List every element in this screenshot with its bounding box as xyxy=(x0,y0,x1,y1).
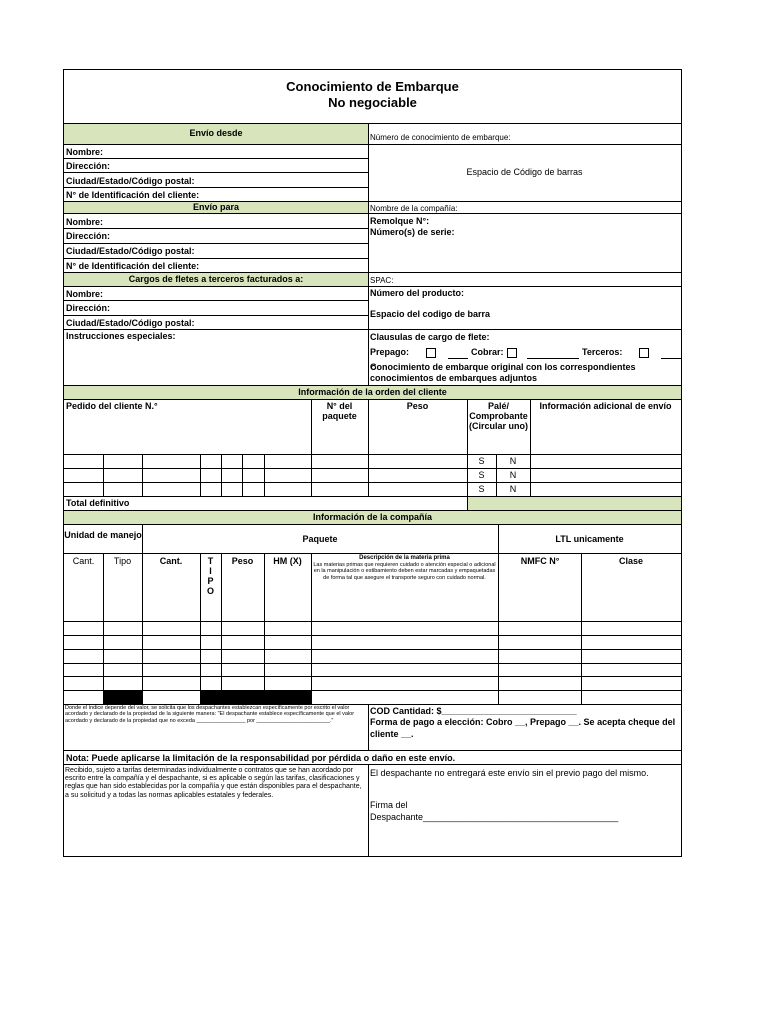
pallet-yes-3[interactable]: S xyxy=(478,484,485,494)
grand-total-green-bg xyxy=(467,496,681,510)
shipper-signature-line[interactable]: Despachante_______________________________________ xyxy=(370,812,619,822)
ship-to-city-label: Ciudad/Estado/Código postal: xyxy=(66,246,195,256)
tipo-letter-o: O xyxy=(206,586,214,596)
master-bol-text: Conocimiento de embarque original con los correspondientes conocimientos de embarques adjuntos xyxy=(370,362,636,383)
carrier-weight-header: Peso xyxy=(231,556,254,566)
hazmat-header: HM (X) xyxy=(273,556,302,566)
ship-to-name-label: Nombre: xyxy=(66,217,104,227)
grand-total-label: Total definitivo xyxy=(66,498,130,508)
pallet-slip-header: Palé/ Comprobante (Circular uno) xyxy=(468,401,528,431)
nmfc-header: NMFC N° xyxy=(520,556,560,566)
received-text: Recibido, sujeto a tarifas determinadas individualmente o contratos que se han acordado por escrito entre la compañía y el despachante, si es aplicable o según las tarifas, clasificaciones y reglas que han sido establecidas por la compañía y que están disponibles para el despachante, a su solicitud y a todas las normas aplicables estatales y federales. xyxy=(65,767,362,799)
shipper-signature-label: Firma del xyxy=(370,800,408,810)
shipper-payment-note: El despachante no entregará este envío sin el previo pago del mismo. xyxy=(370,768,649,778)
commodity-description-text: Las materias primas que requieren cuidado o atención especial o adicional en la manipulación o estibamiento deben estar marcadas y empaquetadas de forma tal que asegure el transporte seguro con cuidado normal. xyxy=(313,562,496,581)
third-party-city-label: Ciudad/Estado/Código postal: xyxy=(66,318,195,328)
customer-order-number-header: Pedido del cliente N.° xyxy=(66,401,158,411)
pallet-no-2[interactable]: N xyxy=(509,470,517,480)
bol-number-label: Número de conocimiento de embarque: xyxy=(370,133,511,142)
ship-from-name-label: Nombre: xyxy=(66,147,104,157)
ship-from-address-label: Dirección: xyxy=(66,161,111,171)
prepaid-checkbox[interactable] xyxy=(426,348,436,358)
additional-info-header: Información adicional de envío xyxy=(539,401,672,411)
handling-type-header: Tipo xyxy=(113,556,132,566)
serial-number-label: Número(s) de serie: xyxy=(370,227,455,237)
fee-terms-text: Forma de pago a elección: Cobro __, Prepago __. Se acepta cheque del cliente __. xyxy=(370,717,676,739)
pallet-no-1[interactable]: N xyxy=(509,456,517,466)
prepaid-label: Prepago: xyxy=(370,347,410,357)
ship-from-header: Envío desde xyxy=(189,128,243,138)
cod-amount-label: COD Cantidad: $___________________________ xyxy=(370,706,577,716)
pallet-yes-1[interactable]: S xyxy=(478,456,485,466)
customer-order-header: Información de la orden del cliente xyxy=(298,387,447,397)
tipo-letter-t: T xyxy=(207,556,214,566)
freight-terms-label: Clausulas de cargo de flete: xyxy=(370,332,490,342)
ltl-only-header: LTL unicamente xyxy=(555,534,624,544)
third-party-header: Cargos de fletes a terceros facturados a: xyxy=(128,274,304,284)
declared-value-text: Donde el índice depende del valor, se solicita que los despachantes establezcan específicamente por escrito el valor acordado y declarado de la propiedad de la siguiente manera: "El despachante establece específicamente que el valor acordado y declarado de la propiedad que no exceda ________________ por ________________________." xyxy=(65,705,355,724)
handling-qty-header: Cant. xyxy=(72,556,95,566)
bill-of-lading-form xyxy=(63,69,682,857)
black-cell-type xyxy=(103,690,142,704)
collect-checkbox[interactable] xyxy=(507,348,517,358)
pallet-yes-2[interactable]: S xyxy=(478,470,485,480)
form-subtitle: No negociable xyxy=(328,95,417,110)
black-cell-pkg xyxy=(200,690,311,704)
trailer-number-label: Remolque N°: xyxy=(370,216,430,226)
pallet-no-3[interactable]: N xyxy=(509,484,517,494)
package-header: Paquete xyxy=(302,534,338,544)
tipo-letter-p: P xyxy=(207,576,214,586)
tipo-letter-i: I xyxy=(209,566,212,576)
ship-to-address-label: Dirección: xyxy=(66,231,111,241)
master-bol-checkbox[interactable] xyxy=(371,365,376,370)
barcode-space-2: Espacio del codigo de barra xyxy=(370,309,491,319)
class-header: Clase xyxy=(618,556,644,566)
third-party-name-label: Nombre: xyxy=(66,289,104,299)
package-qty-header: Cant. xyxy=(159,556,183,566)
barcode-space: Espacio de Código de barras xyxy=(466,167,583,177)
liability-note: Nota: Puede aplicarse la limitación de la responsabilidad por pérdida o daño en este envío. xyxy=(66,753,456,763)
third-party-address-label: Dirección: xyxy=(66,303,111,313)
commodity-description-title: Descripción de la materia prima xyxy=(359,555,450,561)
special-instructions-label: Instrucciones especiales: xyxy=(66,331,176,341)
third-party-checkbox[interactable] xyxy=(639,348,649,358)
package-count-header: N° del paquete xyxy=(322,401,357,421)
ship-from-client-id-label: N° de Identificación del cliente: xyxy=(66,190,200,200)
third-party-terms-label: Terceros: xyxy=(582,347,623,357)
ship-to-client-id-label: N° de Identificación del cliente: xyxy=(66,261,200,271)
product-number-label: Número del producto: xyxy=(370,288,464,298)
carrier-info-header: Información de la compañía xyxy=(312,512,433,522)
handling-unit-header: Unidad de manejo xyxy=(64,530,142,540)
form-title: Conocimiento de Embarque xyxy=(286,79,459,94)
collect-label: Cobrar: xyxy=(471,347,504,357)
spac-label: SPAC: xyxy=(370,276,394,285)
ship-to-header: Envío para xyxy=(192,202,239,212)
ship-from-city-label: Ciudad/Estado/Código postal: xyxy=(66,176,195,186)
order-weight-header: Peso xyxy=(406,401,429,411)
company-name-label: Nombre de la compañía: xyxy=(370,204,458,213)
